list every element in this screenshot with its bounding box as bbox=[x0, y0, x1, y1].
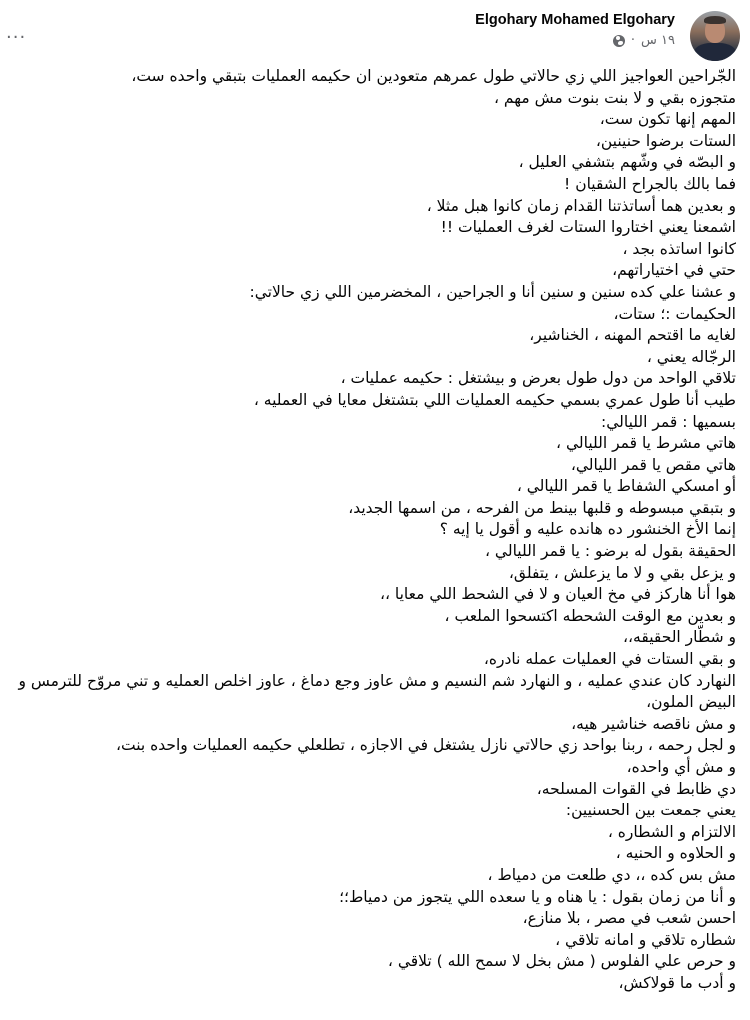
post-text-line: المهم إنها تكون ست، bbox=[599, 110, 736, 129]
post-text-line: حتي في اختياراتهم، bbox=[612, 261, 736, 280]
post-text-line: الحكيمات :؛ ستات، bbox=[613, 304, 736, 323]
more-options-button[interactable]: ··· bbox=[6, 27, 27, 48]
post-text-line: و بعدين مع الوقت الشحطه اكتسحوا الملعب ، bbox=[444, 606, 736, 625]
post-text-line: و أنا من زمان بقول : يا هناه و يا سعده اللي يتجوز من دمياط؛؛ bbox=[339, 887, 736, 906]
post-text-line: طيب أنا طول عمري بسمي حكيمه العمليات اللي بتشتغل معايا في العمليه ، bbox=[253, 390, 736, 409]
post-text-line: احسن شعب في مصر ، بلا منازع، bbox=[522, 909, 736, 928]
post-text-line: الحقيقة بقول له برضو : يا قمر الليالي ، bbox=[485, 542, 736, 561]
post-text-line: الستات برضوا حنينين، bbox=[595, 131, 736, 150]
author-name[interactable]: Elgohary Mohamed Elgohary bbox=[475, 12, 675, 28]
globe-icon[interactable] bbox=[613, 35, 625, 47]
post-text-line: و يزعل بقي و لا ما يزعلش ، يتفلق، bbox=[508, 563, 736, 582]
post-text-line: و بقي الستات في العمليات عمله نادره، bbox=[483, 650, 736, 669]
post-text-line: يعني جمعت بين الحسنيين: bbox=[565, 801, 736, 820]
post-text-line: أو امسكي الشفاط يا قمر الليالي ، bbox=[516, 477, 736, 496]
post-text-line: مش بس كده ،، دي طلعت من دمياط ، bbox=[487, 865, 736, 884]
post-text-line: النهارد كان عندي عمليه ، و النهارد شم النسيم و مش عاوز وجع دماغ ، عاوز اخلص العمليه و تني مروّح للترمس و البيض الملون، bbox=[18, 671, 736, 712]
post-header bbox=[0, 8, 750, 68]
post-text-line: كانوا اساتذه بجد ، bbox=[622, 239, 736, 258]
avatar[interactable] bbox=[690, 11, 740, 61]
post-text-line: و الحلاوه و الحنيه ، bbox=[615, 844, 736, 863]
post-text-line: متجوزه بقي و لا بنت بنوت مش مهم ، bbox=[493, 88, 736, 107]
avatar-suit bbox=[694, 43, 736, 61]
post-text-line: دي ظابط في القوات المسلحه، bbox=[536, 779, 736, 798]
post-text-line: الالتزام و الشطاره ، bbox=[607, 822, 736, 841]
avatar-hair bbox=[704, 16, 726, 24]
post-text-line: الرجّاله يعني ، bbox=[646, 347, 736, 366]
post-text-line: هوا أنا هاركز في مخ العيان و لا في الشحط اللي معايا ،، bbox=[379, 585, 736, 604]
post-text-line: و أدب ما قولاكش، bbox=[618, 973, 736, 992]
post-text-line: و مش أي واحده، bbox=[626, 758, 736, 776]
post-text-line: تلاقي الواحد من دول طول بعرض و بيشتغل : حكيمه عمليات ، bbox=[340, 369, 736, 388]
author-block bbox=[475, 12, 675, 48]
post-text-line: و مش ناقصه خناشير هيه، bbox=[571, 714, 736, 733]
post-body-text bbox=[14, 66, 736, 995]
post-text-line: هاتي مشرط يا قمر الليالي ، bbox=[556, 434, 736, 453]
post-text-line: الجّراحين العواجيز اللي زي حالاتي طول عمرهم متعودين ان حكيمه العمليات بتبقي واحده ست، bbox=[131, 67, 736, 85]
post-text-line: و بتبقي مبسوطه و قلبها بينط من الفرحه ، من اسمها الجديد، bbox=[348, 498, 736, 517]
post-text-line: إنما الأخ الخنشور ده هانده عليه و أقول يا إيه ؟ bbox=[439, 520, 736, 539]
meta-separator: · bbox=[630, 33, 636, 48]
post-time[interactable]: ١٩ س bbox=[641, 33, 675, 48]
post-text-line: و شطّار الحقيقه،، bbox=[623, 628, 736, 647]
post-text-line: و البصّه في وشّهم بتشفي العليل ، bbox=[518, 153, 736, 172]
post-text-line: و عشنا علي كده سنين و سنين أنا و الجراحين ، المخضرمين اللي زي حالاتي: bbox=[249, 282, 736, 301]
post-text-line: و بعدين هما أساتذتنا القدام زمان كانوا هبل مثلا ، bbox=[426, 196, 736, 215]
post-text-line: لغايه ما اقتحم المهنه ، الخناشير، bbox=[529, 326, 736, 345]
post-text-line: اشمعنا يعني اختاروا الستات لغرف العمليات !! bbox=[440, 218, 736, 237]
post-meta bbox=[475, 33, 675, 48]
post-text-line: فما بالك بالجراح الشقيان ! bbox=[564, 174, 736, 193]
post-text-line: شطاره تلاقي و امانه تلاقي ، bbox=[555, 930, 736, 949]
post-text-line: و حرص علي الفلوس ( مش بخل لا سمح الله ) تلاقي ، bbox=[387, 952, 736, 971]
post-text-line: و لجل رحمه ، ربنا بواحد زي حالاتي نازل يشتغل في الاجازه ، تطلعلي حكيمه العمليات واحده بنت، bbox=[115, 736, 736, 755]
post-text-line: بسميها : قمر الليالي: bbox=[601, 412, 736, 431]
post-text-line: هاتي مقص يا قمر الليالي، bbox=[570, 455, 736, 474]
